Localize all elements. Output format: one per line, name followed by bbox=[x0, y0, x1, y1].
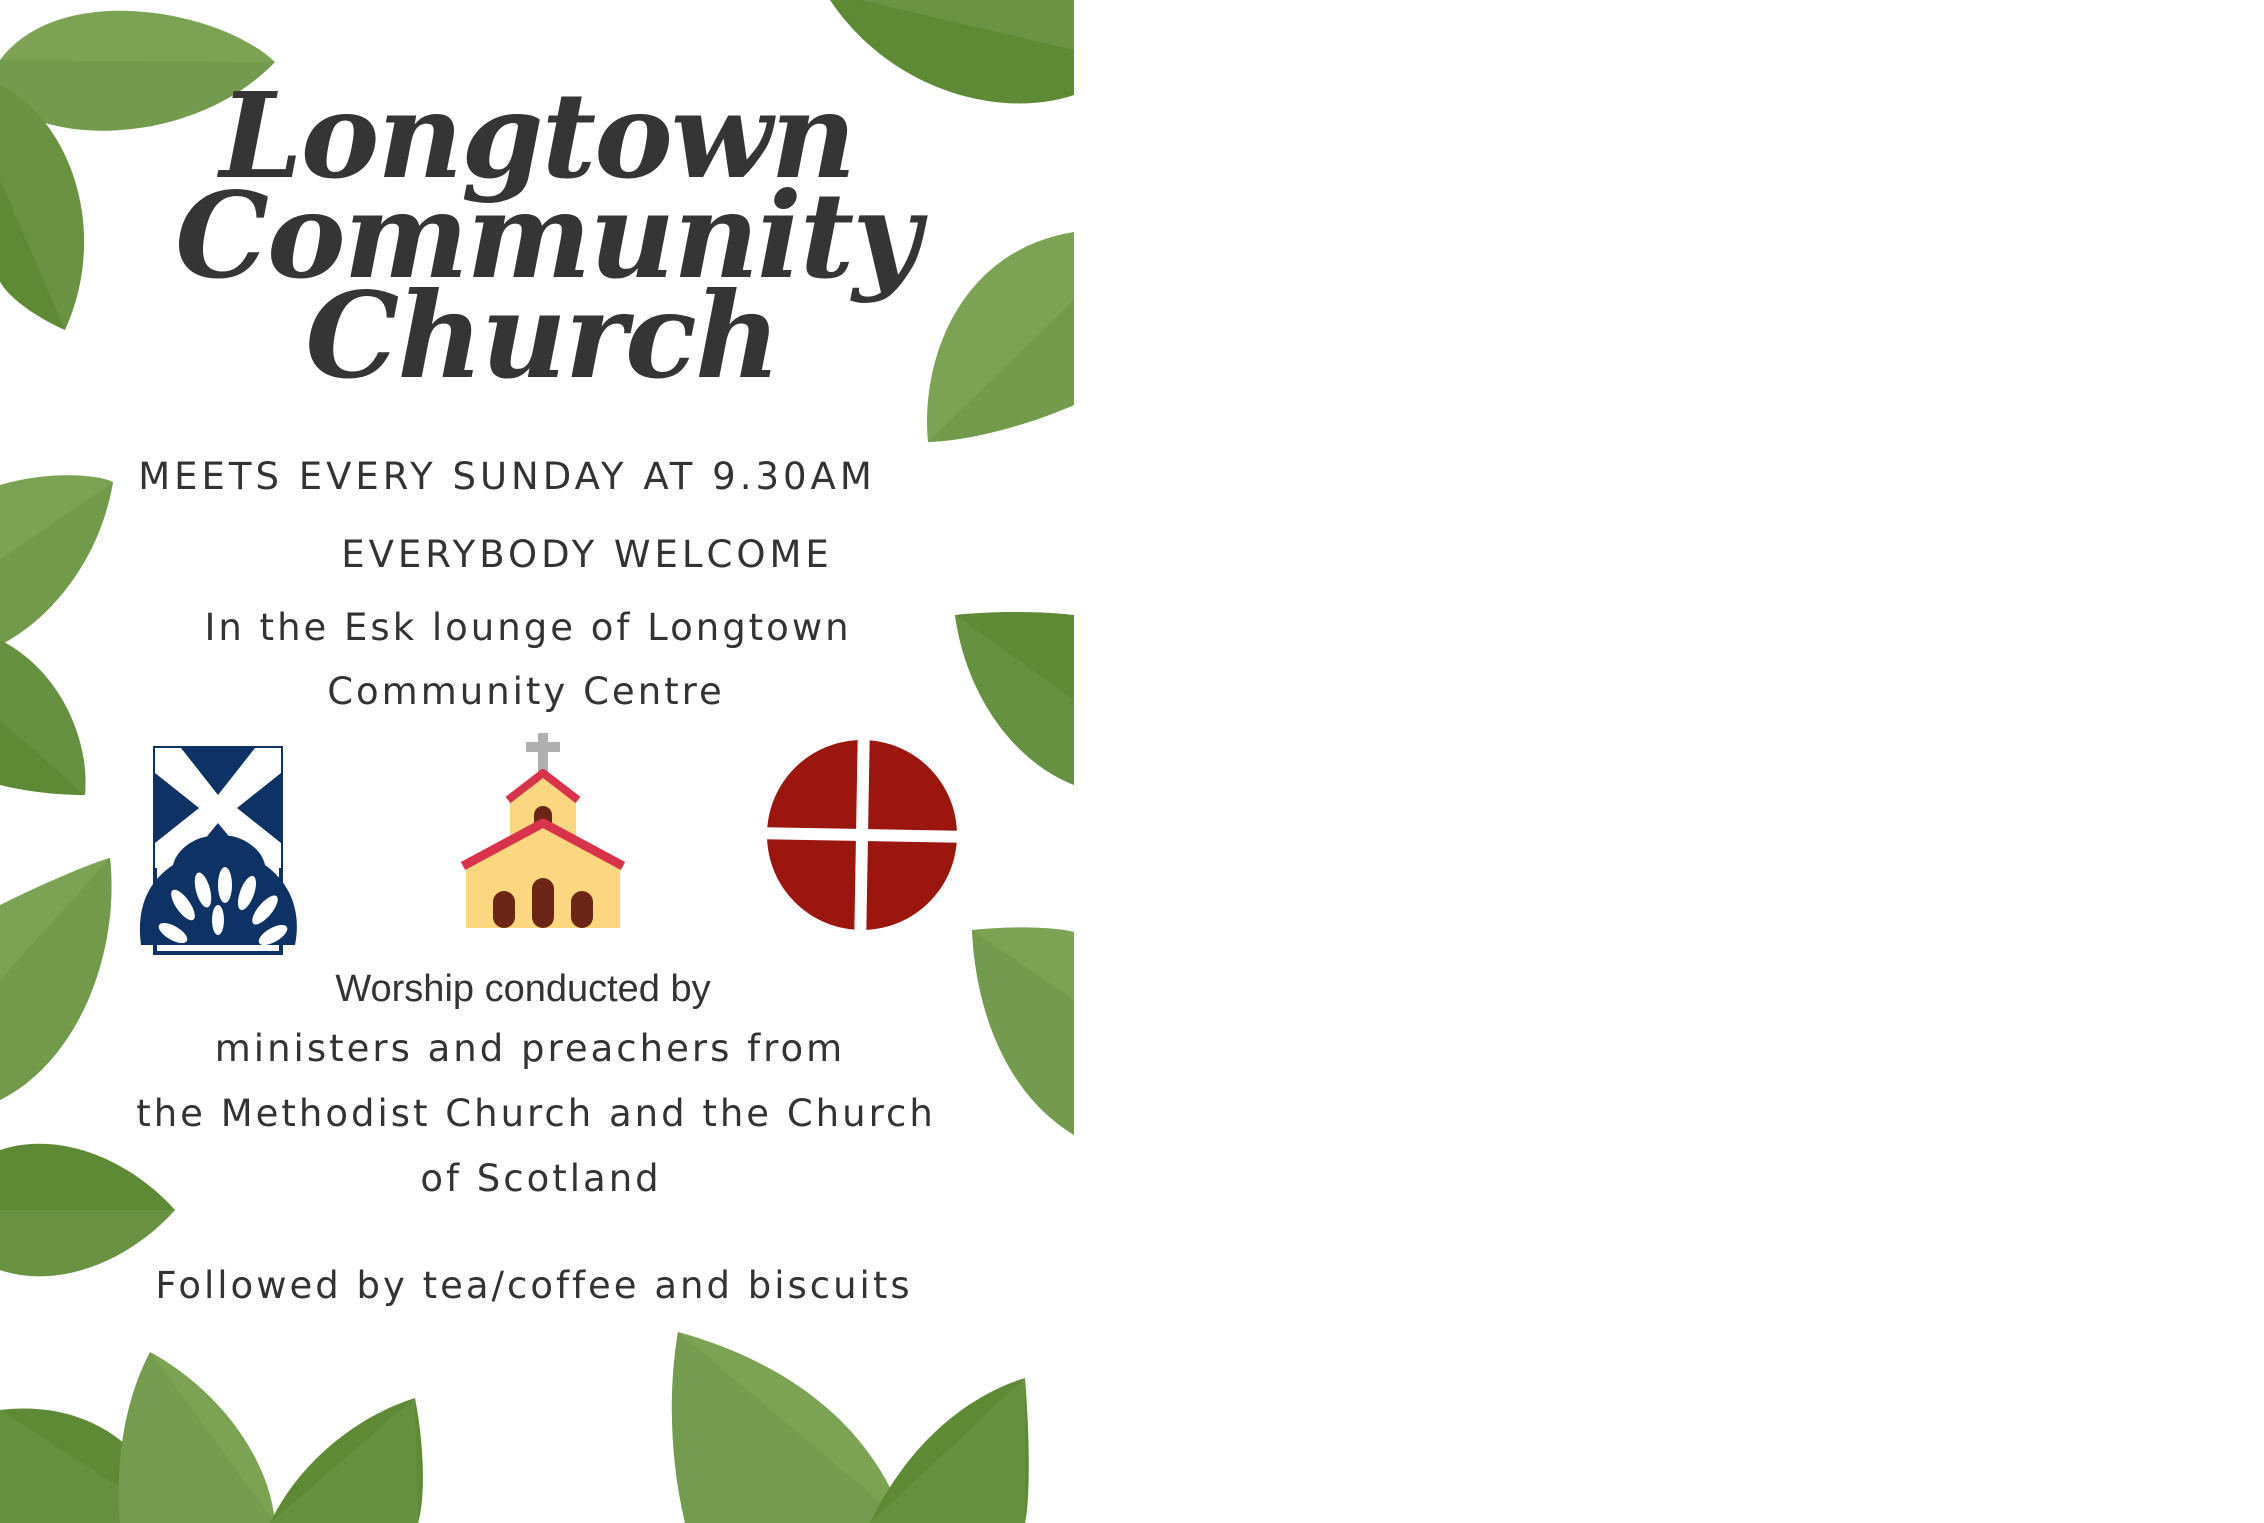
refreshments-text: Followed by tea/coffee and biscuits bbox=[155, 1264, 913, 1307]
location-line2: Community Centre bbox=[327, 670, 725, 713]
title-line: Longtown bbox=[219, 66, 855, 205]
poster bbox=[0, 0, 1074, 1523]
leaf-icon bbox=[119, 1352, 275, 1523]
leaf-icon bbox=[672, 1332, 905, 1523]
location-line1: In the Esk lounge of Longtown bbox=[204, 606, 852, 649]
leaf-icon bbox=[870, 1378, 1029, 1523]
page-title bbox=[0, 66, 1074, 405]
welcome-text: EVERYBODY WELCOME bbox=[341, 533, 833, 576]
meeting-time: MEETS EVERY SUNDAY AT 9.30AM bbox=[138, 455, 876, 498]
worship-line4: of Scotland bbox=[420, 1157, 662, 1200]
leaf-icon bbox=[0, 640, 86, 795]
leaf-icon bbox=[270, 1398, 423, 1523]
worship-line3: the Methodist Church and the Church bbox=[136, 1092, 936, 1135]
title-line: Community bbox=[175, 166, 919, 305]
title-line: Church bbox=[305, 266, 779, 405]
church-building-icon bbox=[458, 728, 628, 928]
worship-line1: Worship conducted by bbox=[335, 968, 711, 1010]
worship-line2: ministers and preachers from bbox=[214, 1027, 846, 1070]
church-of-scotland-logo bbox=[133, 745, 301, 957]
methodist-church-logo bbox=[765, 738, 960, 933]
